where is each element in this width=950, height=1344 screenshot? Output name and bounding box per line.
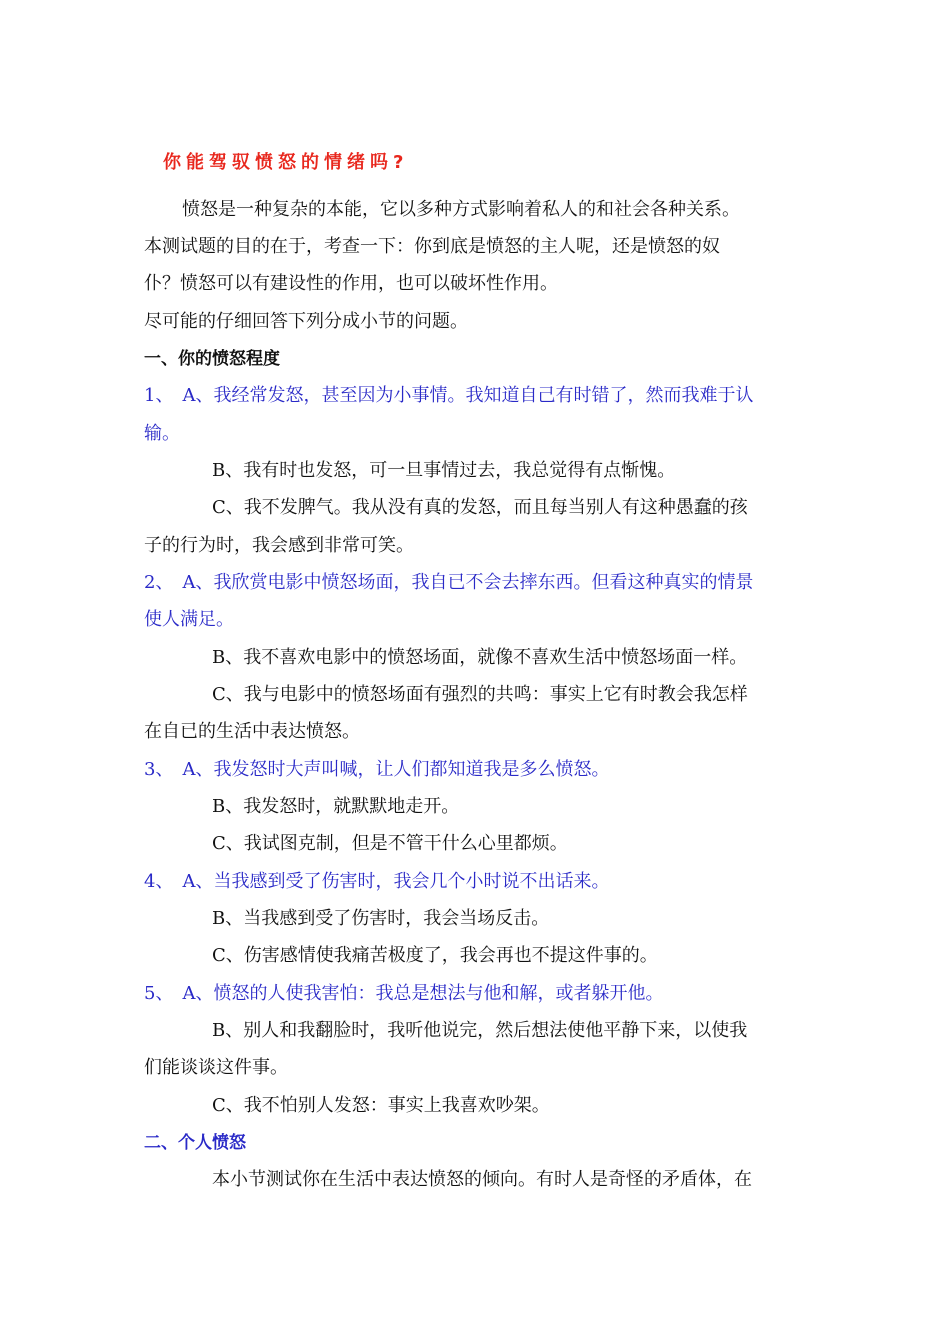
q3-option-b: B、我发怒时，就默默地走开。 [212,796,460,817]
section1-heading: 一、你的愤怒程度 [144,349,280,369]
q1-option-a-line-1: 1、 A、我经常发怒，甚至因为小事情。我知道自己有时错了，然而我难于认 [144,385,754,406]
q1-option-c-line-2: 子的行为时，我会感到非常可笑。 [144,535,414,556]
q5-option-c: C、我不怕别人发怒：事实上我喜欢吵架。 [212,1095,550,1116]
q1-option-b: B、我有时也发怒，可一旦事情过去，我总觉得有点惭愧。 [212,460,676,481]
q5-option-b-line-2: 们能谈谈这件事。 [144,1057,288,1078]
q2-option-c-line-2: 在自已的生活中表达愤怒。 [144,721,360,742]
page-title: 你能驾驭愤怒的情绪吗? [163,152,409,173]
q2-option-a-line-1: 2、 A、我欣赏电影中愤怒场面，我自已不会去摔东西。但看这种真实的情景 [144,572,754,593]
q5-option-a: 5、 A、愤怒的人使我害怕：我总是想法与他和解，或者躲开他。 [144,983,664,1004]
q3-option-c: C、我试图克制，但是不管干什么心里都烦。 [212,833,568,854]
intro-line-1: 愤怒是一种复杂的本能，它以多种方式影响着私人的和社会各种关系。 [182,199,740,220]
q3-option-a: 3、 A、我发怒时大声叫喊，让人们都知道我是多么愤怒。 [144,759,610,780]
q2-option-b: B、我不喜欢电影中的愤怒场面，就像不喜欢生活中愤怒场面一样。 [212,647,748,668]
q4-option-a: 4、 A、当我感到受了伤害时，我会几个小时说不出话来。 [144,871,610,892]
intro-line-3: 仆？愤怒可以有建设性的作用，也可以破坏性作用。 [144,273,558,294]
q5-option-b-line-1: B、别人和我翻脸时，我听他说完，然后想法使他平静下来，以使我 [212,1020,748,1041]
section2-text-line-1: 本小节测试你在生活中表达愤怒的倾向。有时人是奇怪的矛盾体，在 [212,1169,752,1190]
q1-option-c-line-1: C、我不发脾气。我从没有真的发怒，而且每当别人有这种愚蠢的孩 [212,497,748,518]
q2-option-a-line-2: 使人满足。 [144,609,234,630]
q4-option-b: B、当我感到受了伤害时，我会当场反击。 [212,908,550,929]
intro-line-4: 尽可能的仔细回答下列分成小节的问题。 [144,311,468,332]
intro-line-2: 本测试题的目的在于，考查一下：你到底是愤怒的主人呢，还是愤怒的奴 [144,236,720,257]
q1-option-a-line-2: 输。 [144,423,180,444]
q2-option-c-line-1: C、我与电影中的愤怒场面有强烈的共鸣：事实上它有时教会我怎样 [212,684,748,705]
q4-option-c: C、伤害感情使我痛苦极度了，我会再也不提这件事的。 [212,945,658,966]
section2-heading: 二、个人愤怒 [144,1133,246,1153]
